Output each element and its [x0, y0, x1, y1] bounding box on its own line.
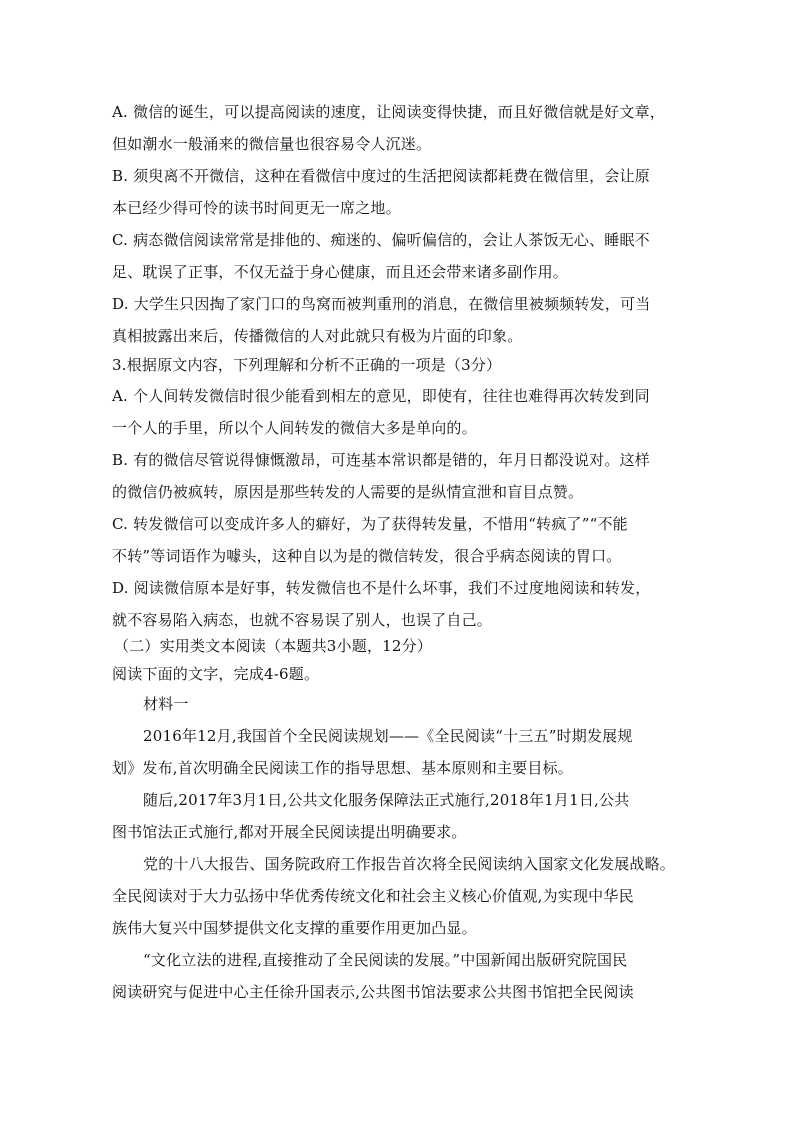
- material-title: 材料一: [143, 695, 189, 713]
- paragraph-3-line3: 族伟大复兴中国梦提供文化支撑的重要作用更加凸显。: [112, 919, 477, 937]
- q3-option-a-line1: A. 个人间转发微信时很少能看到相左的意见，即使有，往往也难得再次转发到同: [112, 387, 650, 405]
- paragraph-3-line2: 全民阅读对于大力弘扬中华优秀传统文化和社会主义核心价值观,为实现中华民: [112, 887, 634, 905]
- section-instruction: 阅读下面的文字，完成4-6题。: [112, 665, 320, 683]
- q3-option-a-line2: 一个人的手里，所以个人间转发的微信大多是单向的。: [112, 419, 477, 437]
- q2-option-a-line1: A. 微信的诞生，可以提高阅读的速度，让阅读变得快捷，而且好微信就是好文章，: [112, 103, 665, 121]
- paragraph-3-line1: 党的十八大报告、国务院政府工作报告首次将全民阅读纳入国家文化发展战略。: [143, 855, 676, 873]
- q3-stem: 3.根据原文内容，下列理解和分析不正确的一项是（3分）: [112, 356, 502, 374]
- q3-option-b-line1: B. 有的微信尽管说得慷慨激昂，可连基本常识都是错的，年月日都没说对。这样: [112, 451, 650, 469]
- paragraph-2-line2: 图书馆法正式施行,都对开展全民阅读提出明确要求。: [112, 823, 467, 841]
- section-heading: （二）实用类文本阅读（本题共3小题，12分）: [114, 637, 433, 655]
- q2-option-c-line1: C. 病态微信阅读常常是排他的、痴迷的、偏听偏信的，会让人茶饭无心、睡眠不: [112, 231, 650, 249]
- paragraph-4-line1: “文化立法的进程,直接推动了全民阅读的发展。”中国新闻出版研究院国民: [143, 951, 628, 969]
- paragraph-4-line2: 阅读研究与促进中心主任徐升国表示,公共图书馆法要求公共图书馆把全民阅读: [112, 983, 634, 1001]
- paragraph-2-line1: 随后,2017年3月1日,公共文化服务保障法正式施行,2018年1月1日,公共: [143, 791, 630, 809]
- q3-option-b-line2: 的微信仍被疯转，原因是那些转发的人需要的是纵情宣泄和盲目点赞。: [112, 483, 584, 501]
- q3-option-c-line2: 不转”等词语作为噱头，这种自以为是的微信转发，很合乎病态阅读的胃口。: [112, 547, 622, 565]
- q2-option-b-line1: B. 须臾离不开微信，这种在看微信中度过的生活把阅读都耗费在微信里，会让原: [112, 167, 650, 185]
- q3-option-d-line1: D. 阅读微信原本是好事，转发微信也不是什么坏事，我们不过度地阅读和转发，: [112, 579, 651, 597]
- q2-option-d-line1: D. 大学生只因掏了家门口的鸟窝而被判重刑的消息，在微信里被频频转发，可当: [112, 295, 651, 313]
- q2-option-c-line2: 足、耽误了正事，不仅无益于身心健康，而且还会带来诸多副作用。: [112, 263, 569, 281]
- paragraph-1-line1: 2016年12月,我国首个全民阅读规划——《全民阅读“十三五”时期发展规: [143, 727, 633, 745]
- paragraph-1-line2: 划》发布,首次明确全民阅读工作的指导思想、基本原则和主要目标。: [112, 759, 573, 777]
- q2-option-b-line2: 本已经少得可怜的读书时间更无一席之地。: [112, 199, 401, 217]
- q3-option-d-line2: 就不容易陷入病态，也就不容易误了别人，也误了自己。: [112, 611, 493, 629]
- q3-option-c-line1: C. 转发微信可以变成许多人的癖好，为了获得转发量，不惜用“转疯了”“不能: [112, 515, 628, 533]
- q2-option-d-line2: 真相披露出来后，传播微信的人对此就只有极为片面的印象。: [112, 327, 523, 345]
- q2-option-a-line2: 但如潮水一般涌来的微信量也很容易令人沉迷。: [112, 135, 432, 153]
